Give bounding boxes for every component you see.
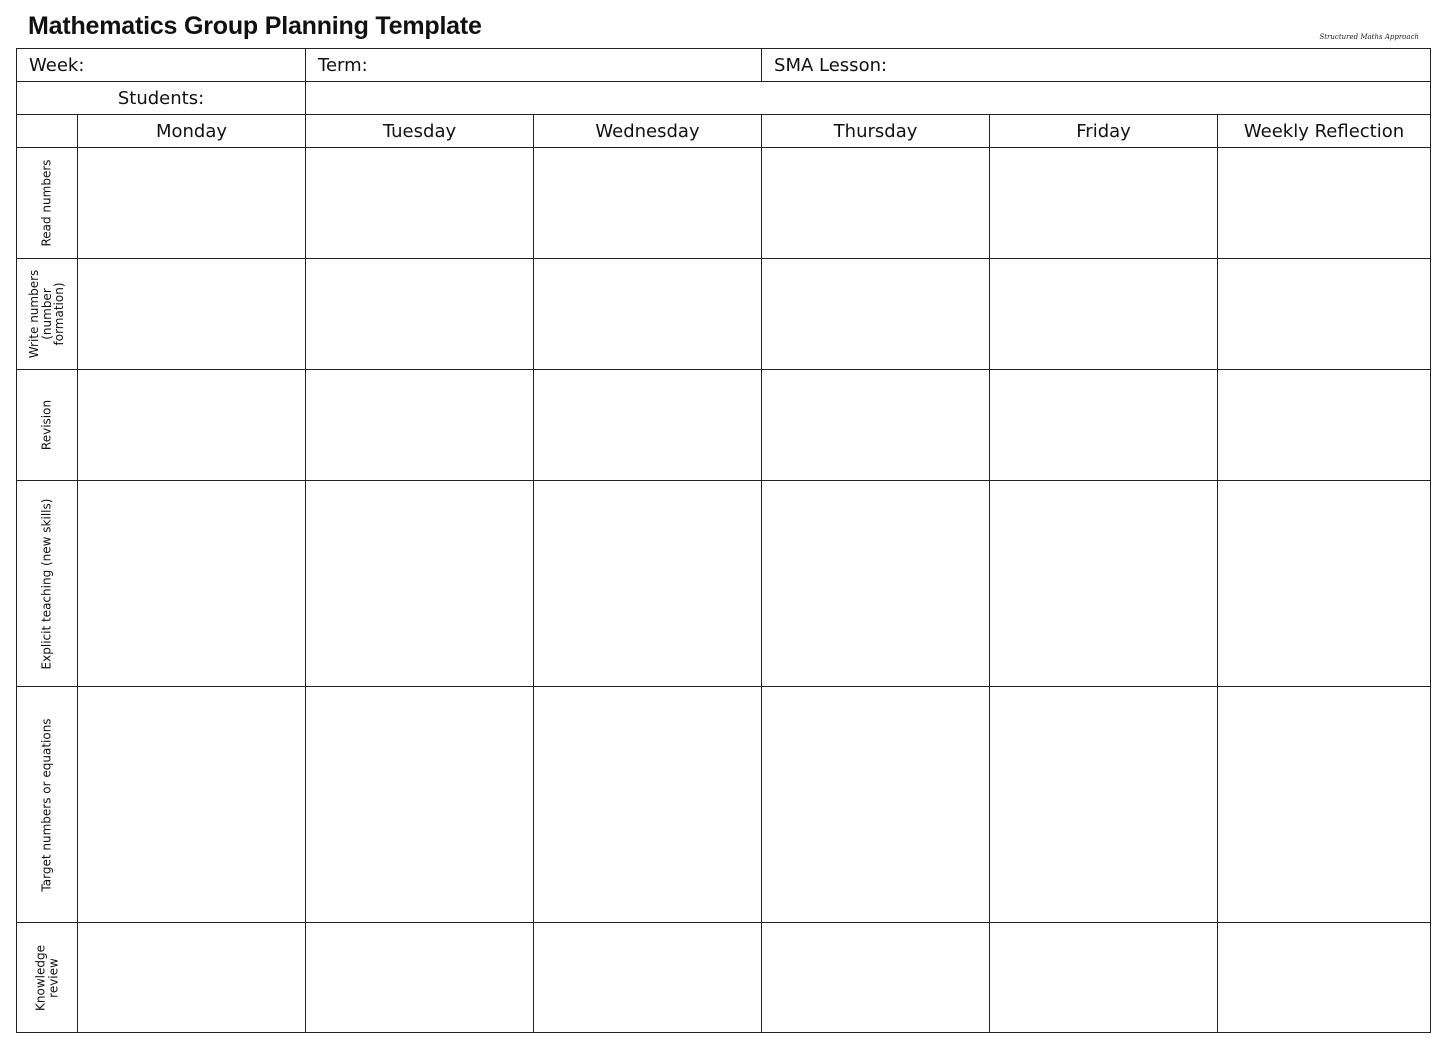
plan-cell[interactable] xyxy=(306,481,534,687)
row-label: Write numbers (number formation) xyxy=(27,269,67,359)
plan-cell[interactable] xyxy=(990,370,1218,481)
day-header-row xyxy=(17,115,1431,148)
plan-cell[interactable] xyxy=(990,259,1218,370)
corner-cell xyxy=(17,115,78,148)
term-field[interactable]: Term: xyxy=(306,49,762,82)
plan-cell[interactable] xyxy=(1218,259,1431,370)
plan-cell[interactable] xyxy=(78,923,306,1033)
table-row xyxy=(17,923,1431,1033)
plan-cell[interactable] xyxy=(1218,148,1431,259)
row-label: Target numbers or equations xyxy=(39,717,54,892)
plan-cell[interactable] xyxy=(762,923,990,1033)
row-label-cell xyxy=(17,370,78,481)
plan-cell[interactable] xyxy=(78,259,306,370)
info-row xyxy=(17,49,1431,82)
plan-cell[interactable] xyxy=(534,923,762,1033)
plan-cell[interactable] xyxy=(762,687,990,923)
plan-cell[interactable] xyxy=(1218,370,1431,481)
plan-cell[interactable] xyxy=(534,687,762,923)
plan-cell[interactable] xyxy=(990,148,1218,259)
row-label-cell xyxy=(17,481,78,687)
week-field[interactable]: Week: xyxy=(17,49,306,82)
plan-cell[interactable] xyxy=(306,923,534,1033)
students-label: Students: xyxy=(17,82,306,115)
plan-cell[interactable] xyxy=(306,687,534,923)
plan-cell[interactable] xyxy=(534,370,762,481)
sma-lesson-field[interactable]: SMA Lesson: xyxy=(762,49,1431,82)
table-row xyxy=(17,259,1431,370)
table-row xyxy=(17,370,1431,481)
plan-cell[interactable] xyxy=(762,259,990,370)
plan-cell[interactable] xyxy=(534,148,762,259)
plan-cell[interactable] xyxy=(78,687,306,923)
plan-cell[interactable] xyxy=(306,259,534,370)
row-label: Revision xyxy=(39,399,54,451)
table-row xyxy=(17,148,1431,259)
row-label-cell xyxy=(17,923,78,1033)
plan-cell[interactable] xyxy=(78,148,306,259)
day-header-wednesday: Wednesday xyxy=(534,115,762,148)
plan-cell[interactable] xyxy=(1218,923,1431,1033)
plan-cell[interactable] xyxy=(990,923,1218,1033)
plan-cell[interactable] xyxy=(990,687,1218,923)
day-header-friday: Friday xyxy=(990,115,1218,148)
row-label: Explicit teaching (new skills) xyxy=(39,498,54,669)
plan-cell[interactable] xyxy=(78,370,306,481)
students-field[interactable] xyxy=(306,82,1431,115)
table-row xyxy=(17,481,1431,687)
row-label-cell xyxy=(17,259,78,370)
plan-cell[interactable] xyxy=(306,148,534,259)
plan-cell[interactable] xyxy=(78,481,306,687)
plan-cell[interactable] xyxy=(762,148,990,259)
plan-cell[interactable] xyxy=(1218,481,1431,687)
row-label-cell xyxy=(17,687,78,923)
day-header-tuesday: Tuesday xyxy=(306,115,534,148)
plan-cell[interactable] xyxy=(762,370,990,481)
plan-cell[interactable] xyxy=(762,481,990,687)
table-row xyxy=(17,687,1431,923)
row-label: Read numbers xyxy=(39,159,54,247)
plan-cell[interactable] xyxy=(306,370,534,481)
plan-cell[interactable] xyxy=(534,259,762,370)
row-label-cell xyxy=(17,148,78,259)
page-title: Mathematics Group Planning Template xyxy=(28,12,482,40)
planning-table xyxy=(16,48,1431,1033)
day-header-weekly-reflection: Weekly Reflection xyxy=(1218,115,1431,148)
day-header-thursday: Thursday xyxy=(762,115,990,148)
brand-note: Structured Maths Approach xyxy=(1319,33,1419,41)
plan-cell[interactable] xyxy=(534,481,762,687)
plan-cell[interactable] xyxy=(990,481,1218,687)
plan-cell[interactable] xyxy=(1218,687,1431,923)
row-label: Knowledge review xyxy=(33,944,60,1011)
students-row xyxy=(17,82,1431,115)
day-header-monday: Monday xyxy=(78,115,306,148)
